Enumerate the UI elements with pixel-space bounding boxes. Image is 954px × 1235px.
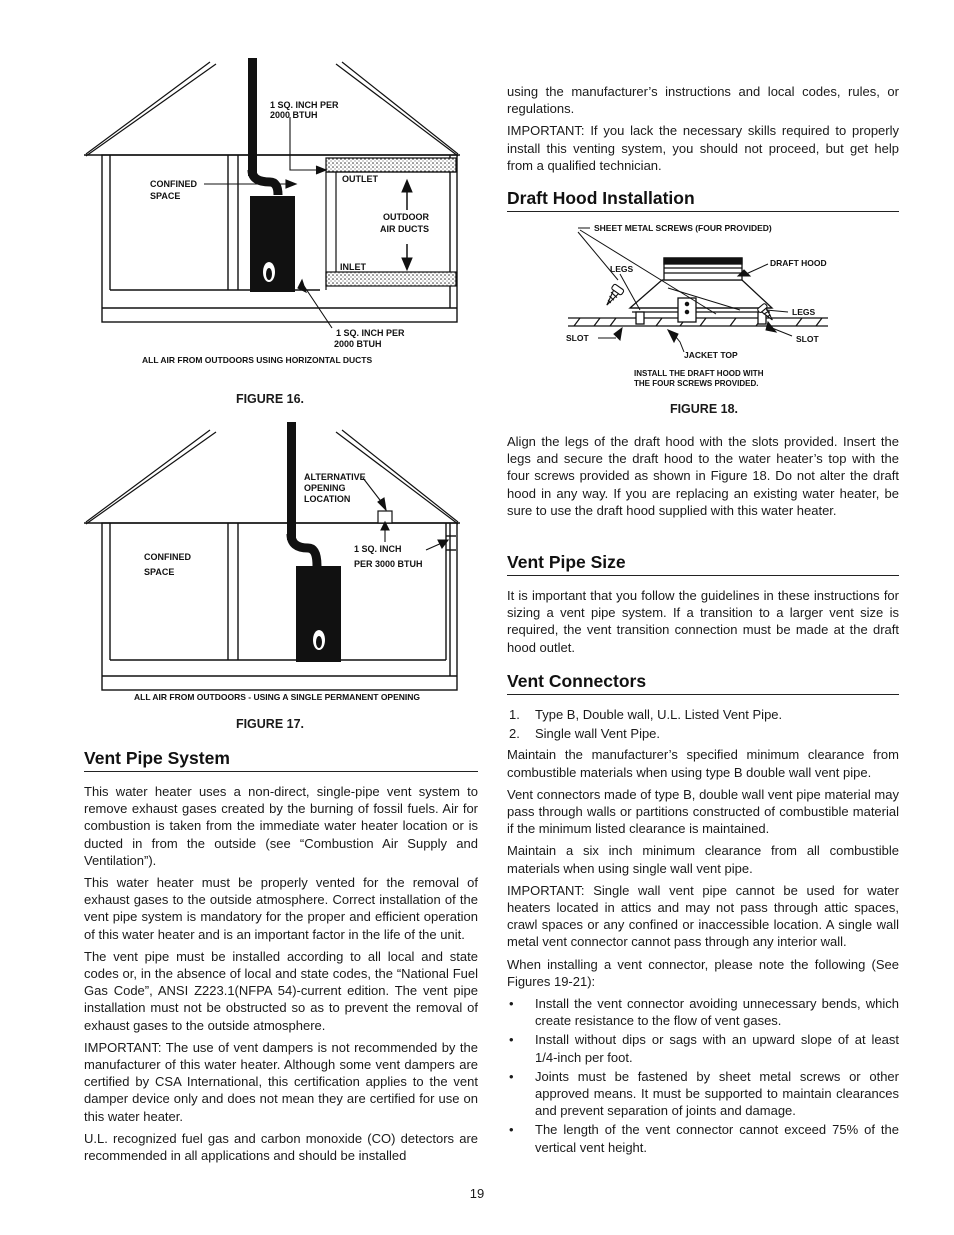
label-confined-2: SPACE bbox=[144, 567, 175, 577]
label-confined-1: CONFINED bbox=[144, 552, 191, 562]
draft-hood-text bbox=[507, 433, 899, 524]
label-legs-left: LEGS bbox=[610, 264, 634, 274]
label-slot-left: SLOT bbox=[566, 333, 589, 343]
paragraph: IMPORTANT: The use of vent dampers is not recommended by the manufacturer of this water heater. Although some vent dampers are certified by CSA International, this certification applies to the vent damper device only and does not mean they are certified for use on this water heater. bbox=[84, 1039, 478, 1124]
figure-18-diagram bbox=[560, 218, 860, 396]
label-legs-right: LEGS bbox=[792, 307, 816, 317]
paragraph: It is important that you follow the guidelines in these instructions for sizing a vent pipe system. If a transition to a larger vent size is required, the vent transition connection must be made at the draft hood outlet. bbox=[507, 588, 899, 655]
paragraph: Align the legs of the draft hood with the slots provided. Insert the legs and secure the draft hood to the water heater’s top with the four screws provided as shown in Figure 18. Do not alter the draft hood in any way. If you are replacing an existing water heater, be sure to use the draft hood supplied with this water heater. bbox=[507, 434, 899, 518]
label-draft-hood: DRAFT HOOD bbox=[770, 258, 827, 268]
heading-vent-pipe-system: Vent Pipe System bbox=[84, 748, 478, 772]
paragraph: When installing a vent connector, please note the following (See Figures 19-21): bbox=[507, 956, 899, 989]
vent-connectors-text bbox=[507, 706, 899, 1158]
leader-lines bbox=[363, 478, 448, 550]
label-alt-2: OPENING bbox=[304, 483, 346, 493]
paragraph: U.L. recognized fuel gas and carbon monoxide (CO) detectors are recommended in all applications and should be installed bbox=[84, 1130, 478, 1164]
vent-pipe-size-text bbox=[507, 587, 899, 661]
label-screws: SHEET METAL SCREWS (FOUR PROVIDED) bbox=[594, 223, 772, 233]
heading-vent-connectors: Vent Connectors bbox=[507, 671, 899, 695]
vent-stack bbox=[248, 58, 278, 195]
list-item: • Install the vent connector avoiding unnecessary bends, which create resistance to the flow of vent gases. bbox=[509, 996, 899, 1029]
label-outdoor-2: AIR DUCTS bbox=[380, 224, 429, 234]
label-sq-1: 1 SQ. INCH bbox=[354, 544, 402, 554]
page-number: 19 bbox=[469, 1186, 485, 1201]
figure-18-caption: FIGURE 18. bbox=[669, 402, 739, 416]
label-sq-top-2: 2000 BTUH bbox=[270, 110, 318, 120]
figure-16-caption: FIGURE 16. bbox=[235, 392, 305, 406]
paragraph: Maintain a six inch minimum clearance from all combustible materials when using single wall vent pipe. bbox=[507, 843, 899, 876]
paragraph: Vent connectors made of type B, double wall vent pipe material may pass through walls or partitions constructed of combustible material if the minimum listed clearance is maintained. bbox=[507, 786, 899, 837]
figure-18-note-1: INSTALL THE DRAFT HOOD WITH bbox=[634, 369, 764, 378]
label-alt-3: LOCATION bbox=[304, 494, 351, 504]
list-item: 1. Type B, Double wall, U.L. Listed Vent Pipe. bbox=[509, 707, 783, 722]
label-jacket-top: JACKET TOP bbox=[684, 350, 738, 360]
figure-18-note-2: THE FOUR SCREWS PROVIDED. bbox=[634, 379, 759, 388]
paragraph: IMPORTANT: If you lack the necessary skills required to properly install this venting system, you should not proceed, but get help from a qualified technician. bbox=[507, 123, 899, 173]
label-inlet: INLET bbox=[340, 262, 366, 272]
label-sq-2: PER 3000 BTUH bbox=[354, 559, 423, 569]
left-column-text bbox=[84, 783, 478, 1169]
list-item: • The length of the vent connector cannot exceed 75% of the vertical vent height. bbox=[509, 1122, 899, 1155]
roof-lines bbox=[86, 430, 458, 524]
paragraph: The vent pipe must be installed according to all local and state codes or, in the absence of local and state codes, the “National Fuel Gas Code”, ANSI Z223.1(NFPA 54)-current edition. The vent pipe installation must not be obstructed so as to prevent the removal of exhaust gases to the outside atmosphere. bbox=[84, 948, 478, 1033]
figure-17-note: ALL AIR FROM OUTDOORS - USING A SINGLE PERMANENT OPENING bbox=[134, 692, 421, 702]
list-item: • Joints must be fastened by sheet metal screws or other approved means. It must be supported to maintain clearances and prevent separation of joints and damage. bbox=[509, 1068, 899, 1119]
label-confined-1: CONFINED bbox=[150, 179, 197, 189]
label-sq-bottom-2: 2000 BTUH bbox=[334, 339, 382, 349]
paragraph: This water heater uses a non-direct, single-pipe vent system to remove exhaust gases created by the burning of fossil fuels. Air for combustion is taken from the immediate water heater location or is ducted in from the outside (see “Combustion Air Supply and Ventilation”). bbox=[84, 784, 478, 868]
label-confined-2: SPACE bbox=[150, 191, 181, 201]
figure-17-caption: FIGURE 17. bbox=[235, 717, 305, 731]
draft-hood bbox=[630, 258, 772, 324]
figure-16-note: ALL AIR FROM OUTDOORS USING HORIZONTAL DUCTS bbox=[142, 355, 373, 365]
water-heater bbox=[296, 566, 341, 662]
paragraph: This water heater must be properly vented for the removal of exhaust gases to the outside atmosphere. Correct installation of the vent pipe system is mandatory for the proper and efficient operation of this water heater and is an important factor in the life of the unit. bbox=[84, 875, 478, 942]
label-slot-right: SLOT bbox=[796, 334, 819, 344]
paragraph: using the manufacturer’s instructions and local codes, rules, or regulations. bbox=[507, 84, 899, 117]
list-item: 2. Single wall Vent Pipe. bbox=[509, 726, 661, 742]
label-alt-1: ALTERNATIVE bbox=[304, 472, 366, 482]
label-outlet: OUTLET bbox=[342, 174, 378, 184]
water-heater bbox=[250, 196, 295, 292]
label-sq-top-1: 1 SQ. INCH PER bbox=[270, 100, 339, 110]
paragraph: IMPORTANT: Single wall vent pipe cannot be used for water heaters located in attics and may not pass through attic spaces, crawl spaces or any confined or inaccessible location. A single wall metal vent connector cannot pass through any interior wall. bbox=[507, 882, 899, 950]
right-column-top-text bbox=[507, 83, 899, 179]
label-sq-bottom-1: 1 SQ. INCH PER bbox=[336, 328, 405, 338]
house-walls bbox=[102, 523, 457, 690]
heading-draft-hood-installation: Draft Hood Installation bbox=[507, 188, 899, 212]
connector-type-list bbox=[507, 706, 899, 742]
figure-16-diagram bbox=[80, 50, 465, 380]
jacket-top bbox=[568, 318, 828, 326]
heading-vent-pipe-size: Vent Pipe Size bbox=[507, 552, 899, 576]
paragraph: Maintain the manufacturer’s specified minimum clearance from combustible materials when using type B double wall vent pipe. bbox=[507, 747, 899, 780]
figure-17-diagram bbox=[80, 418, 465, 708]
list-item: • Install without dips or sags with an upward slope of at least 1/4-inch per foot. bbox=[509, 1032, 899, 1065]
label-outdoor-1: OUTDOOR bbox=[383, 212, 429, 222]
installation-bullets bbox=[507, 995, 899, 1156]
